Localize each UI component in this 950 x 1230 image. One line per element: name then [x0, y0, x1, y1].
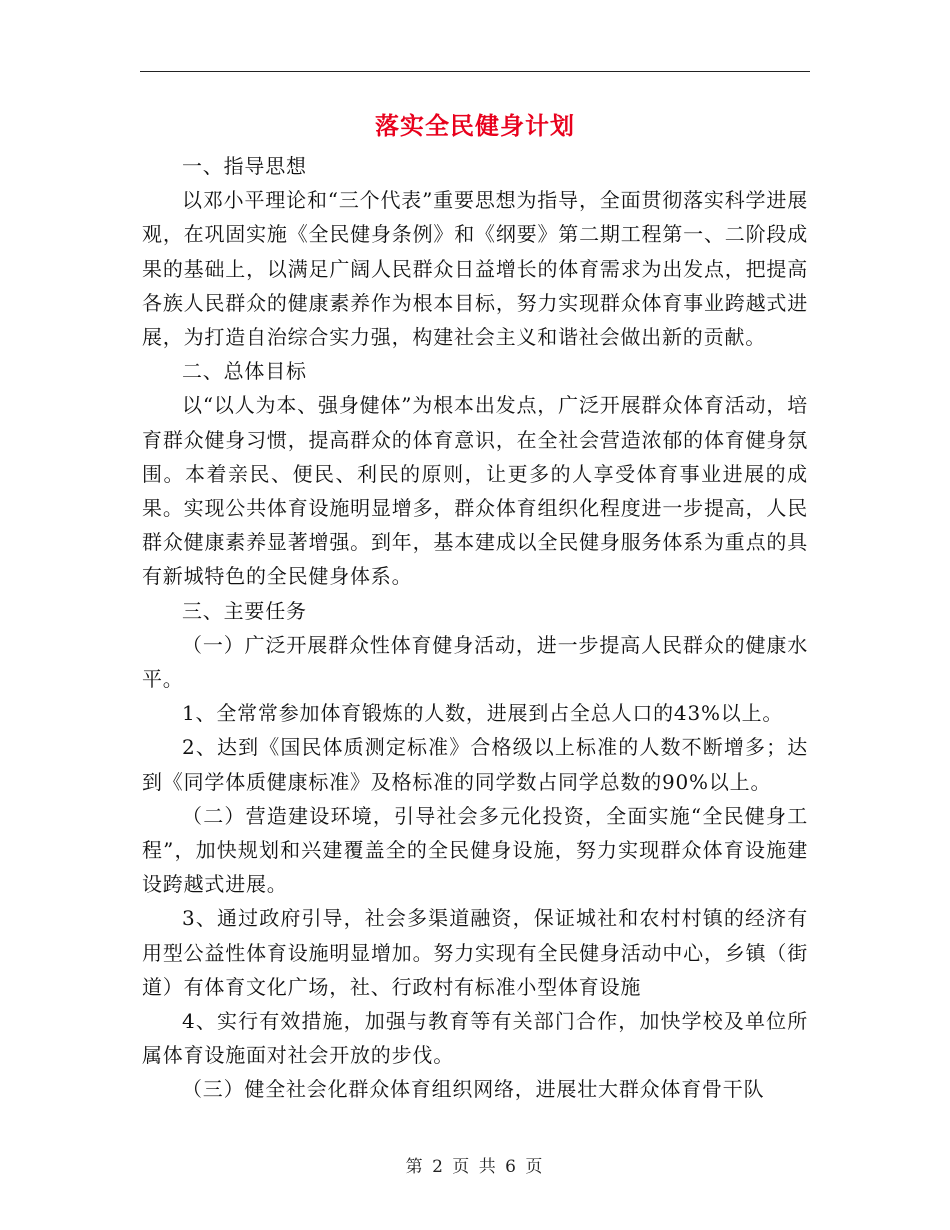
- section-heading-overall-goals: 二、总体目标: [182, 359, 307, 384]
- section-heading-guiding-ideology: 一、指导思想: [182, 154, 307, 178]
- paragraph: （一）广泛开展群众性体育健身活动，进一步提高人民群众的健康水平。: [142, 632, 808, 692]
- paragraph: 以邓小平理论和“三个代表”重要思想为指导，全面贯彻落实科学进展观，在巩固实施《全民健身条例》和《纲要》第二期工程第一、二阶段成果的基础上，以满足广阔人民群众日益增长的体育需求为出发点，把提高各族人民群众的健康素养作为根本目标，努力实现群众体育事业跨越式进展，为打造自治综合实力强，构建社会主义和谐社会做出新的贡献。: [142, 188, 808, 350]
- document-body: [142, 149, 808, 1107]
- header-rule: [140, 71, 810, 72]
- paragraph: （三）健全社会化群众体育组织网络，进展壮大群众体育骨干队: [182, 1077, 765, 1102]
- paragraph: 1、全常常参加体育锻炼的人数，进展到占全总人口的43%以上。: [182, 701, 784, 726]
- paragraph: （二）营造建设环境，引导社会多元化投资，全面实施“全民健身工程”，加快规划和兴建覆盖全的全民健身设施，努力实现群众体育设施建设跨越式进展。: [142, 803, 808, 897]
- paragraph: 2、达到《国民体质测定标准》合格级以上标准的人数不断增多；达到《同学体质健康标准》及格标准的同学数占同学总数的90%以上。: [142, 735, 808, 794]
- document-title: 落实全民健身计划: [375, 111, 575, 140]
- page-number: 第 2 页 共 6 页: [405, 1157, 545, 1177]
- paragraph: 4、实行有效措施，加强与教育等有关部门合作，加快学校及单位所属体育设施面对社会开放的步伐。: [142, 1009, 808, 1068]
- paragraph: 以“以人为本、强身健体”为根本出发点，广泛开展群众体育活动，培育群众健身习惯，提高群众的体育意识，在全社会营造浓郁的体育健身氛围。本着亲民、便民、利民的原则，让更多的人享受体育事业进展的成果。实现公共体育设施明显增多，群众体育组织化程度进一步提高，人民群众健康素养显著增强。到年，基本建成以全民健身服务体系为重点的具有新城特色的全民健身体系。: [142, 393, 808, 589]
- paragraph: 3、通过政府引导，社会多渠道融资，保证城社和农村村镇的经济有用型公益性体育设施明显增加。努力实现有全民健身活动中心，乡镇（街道）有体育文化广场，社、行政村有标准小型体育设施: [142, 906, 808, 999]
- section-heading-main-tasks: 三、主要任务: [182, 598, 307, 623]
